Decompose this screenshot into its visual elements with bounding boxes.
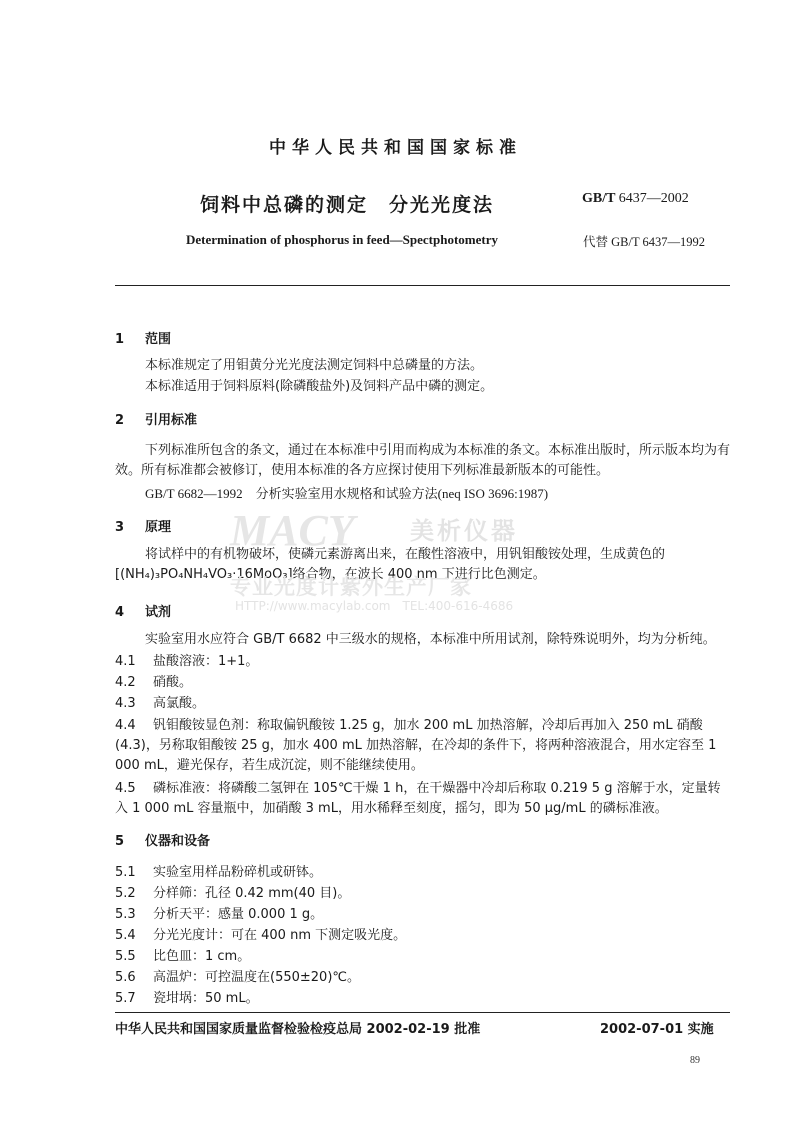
section-title: 试剂 (145, 605, 172, 620)
section-3-paragraph: 将试样中的有机物破坏，使磷元素游离出来，在酸性溶液中，用钒钼酸铵处理，生成黄色的[(NH₄)₃PO₄NH₄VO₃·16MoO₃]络合物，在波长 400 nm 下进行比色测定。 (115, 547, 666, 582)
section-1-paragraph-1: 本标准规定了用钼黄分光光度法测定饲料中总磷量的方法。 (145, 358, 484, 373)
replaces-standard: 代替 GB/T 6437—1992 (583, 235, 705, 249)
list-item (115, 968, 730, 988)
implementation-date: 2002-07-01 实施 (600, 1022, 714, 1037)
list-item (115, 652, 730, 672)
list-item (115, 716, 730, 776)
item-number: 5.6 (115, 970, 136, 985)
standard-code: 6437—2002 (618, 191, 689, 206)
section-number: 1 (115, 332, 125, 347)
item-text: 实验室用样品粉碎机或研钵。 (153, 865, 323, 880)
item-number: 4.4 (115, 718, 136, 733)
standard-number (582, 191, 689, 207)
item-text: 钒钼酸铵显色剂：称取偏钒酸铵 1.25 g，加水 200 mL 加热溶解，冷却后再加入 250 mL 硝酸(4.3)，另称取钼酸铵 25 g，加水 400 mL 加热溶解，在冷却的条件下，将两种溶液混合，用水定容至 1 000 mL，避光保存，若生成沉淀，则不能继续使用。 (115, 718, 717, 773)
list-item (115, 905, 730, 925)
section-2-reference: GB/T 6682—1992 分析实验室用水规格和试验方法(neq ISO 3696:1987) (145, 486, 549, 501)
section-number: 3 (115, 520, 125, 535)
section-5-heading (115, 830, 210, 849)
section-title: 仪器和设备 (145, 834, 211, 849)
section-title: 原理 (145, 520, 172, 535)
page-number: 89 (690, 1055, 700, 1066)
watermark-contact: HTTP://www.macylab.com TEL:400-616-4686 (235, 599, 514, 613)
item-number: 4.3 (115, 696, 136, 711)
item-text: 磷标准液：将磷酸二氢钾在 105℃干燥 1 h，在干燥器中冷却后称取 0.219 5 g 溶解于水，定量转入 1 000 mL 容量瓶中，加硝酸 3 mL，用水稀释至刻度，摇匀，即为 50 μg/mL 的磷标准液。 (115, 781, 721, 816)
watermark-slogan: 专业光度计紫外生产厂家 (230, 575, 472, 599)
item-number: 5.3 (115, 907, 136, 922)
section-3-heading (115, 516, 171, 535)
header-divider (115, 285, 730, 286)
item-number: 4.1 (115, 654, 136, 669)
section-title: 范围 (145, 332, 172, 347)
standard-title-en: Determination of phosphorus in feed—Spectphotometry (186, 232, 498, 247)
watermark-logo: MACY (230, 506, 355, 555)
section-4-heading (115, 601, 171, 620)
section-1-heading (115, 328, 171, 347)
item-number: 5.7 (115, 991, 136, 1006)
list-item (115, 926, 730, 946)
item-number: 4.5 (115, 781, 136, 796)
section-number: 5 (115, 834, 125, 849)
item-number: 5.4 (115, 928, 136, 943)
item-text: 分样筛：孔径 0.42 mm(40 目)。 (153, 886, 351, 901)
section-number: 2 (115, 413, 125, 428)
item-text: 比色皿：1 cm。 (153, 949, 251, 964)
section-title: 引用标准 (145, 413, 198, 428)
standard-title-cn: 饲料中总磷的测定 分光光度法 (200, 194, 495, 216)
item-text: 瓷坩埚：50 mL。 (153, 991, 259, 1006)
national-standard-title: 中华人民共和国国家标准 (269, 138, 522, 158)
section-2-paragraph: 下列标准所包含的条文，通过在本标准中引用而构成为本标准的条文。本标准出版时，所示版本均为有效。所有标准都会被修订，使用本标准的各方应探讨使用下列标准最新版本的可能性。 (115, 443, 731, 478)
footer-divider (115, 1012, 730, 1013)
item-text: 分光光度计：可在 400 nm 下测定吸光度。 (153, 928, 407, 943)
section-1-paragraph-2: 本标准适用于饲料原料(除磷酸盐外)及饲料产品中磷的测定。 (145, 379, 494, 394)
list-item (115, 863, 730, 883)
item-number: 5.1 (115, 865, 136, 880)
approval-note: 中华人民共和国国家质量监督检验检疫总局 2002-02-19 批准 (115, 1022, 481, 1037)
list-item (115, 673, 730, 693)
section-number: 4 (115, 605, 125, 620)
item-text: 高氯酸。 (153, 696, 206, 711)
standard-prefix: GB/T (582, 191, 616, 206)
item-text: 盐酸溶液：1+1。 (153, 654, 259, 669)
item-text: 硝酸。 (153, 675, 193, 690)
list-item (115, 884, 730, 904)
watermark-brand: 美析仪器 (410, 517, 518, 545)
section-4-paragraph: 实验室用水应符合 GB/T 6682 中三级水的规格，本标准中所用试剂，除特殊说明外，均为分析纯。 (145, 632, 716, 647)
item-number: 5.2 (115, 886, 136, 901)
list-item (115, 694, 730, 714)
item-number: 4.2 (115, 675, 136, 690)
list-item (115, 779, 730, 819)
list-item (115, 947, 730, 967)
section-2-heading (115, 409, 197, 428)
item-text: 分析天平：感量 0.000 1 g。 (153, 907, 324, 922)
list-item (115, 989, 730, 1009)
item-text: 高温炉：可控温度在(550±20)℃。 (153, 970, 360, 985)
item-number: 5.5 (115, 949, 136, 964)
